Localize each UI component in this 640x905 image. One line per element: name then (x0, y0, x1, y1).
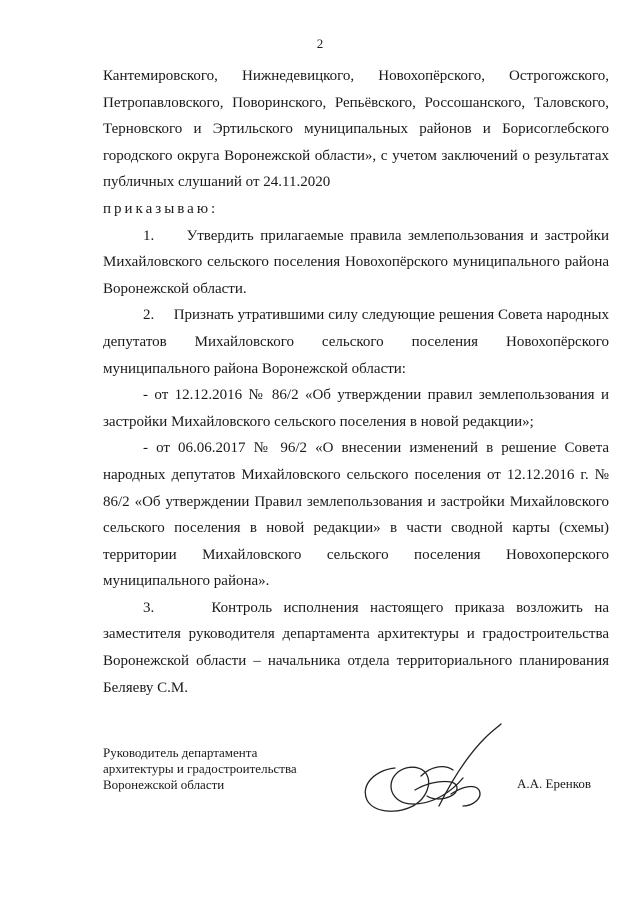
item-1-paragraph: 1. Утвердить прилагаемые правила землепользования и застройки Михайловского сельского поселения Новохопёрского муниципального района Воронежской области. (103, 227, 609, 297)
order-word: приказываю: (103, 200, 219, 217)
page-number: 2 (316, 36, 324, 51)
signer-title-line-1: Руководитель департамента (103, 745, 258, 760)
signer-title-line-3: Воронежской области (103, 777, 225, 792)
handwritten-signature (355, 720, 505, 830)
intro-paragraph: Кантемировского, Нижнедевицкого, Новохопёрского, Острогожского, Петропавловского, Поворинского, Репьёвского, Россошанского, Таловского, Терновского и Эртильского муниципальных районов и Борисоглебского городского округа Воронежской области», с учетом заключений о результатах публичных слушаний от 24.11.2020 (103, 68, 609, 191)
item-2-paragraph: 2. Признать утратившими силу следующие решения Совета народных депутатов Михайловского сельского поселения Новохопёрского муниципального района Воронежской области: (103, 307, 609, 377)
signer-title-line-2: архитектуры и градостроительства (103, 761, 297, 776)
signer-title (103, 745, 297, 793)
item-3-paragraph: 3. Контроль исполнения настоящего приказа возложить на заместителя руководителя департамента архитектуры и градостроительства Воронежской области – начальника отдела территориального планирования Беляеву С.М. (103, 599, 609, 696)
item-2-dash-1: - от 12.12.2016 № 86/2 «Об утверждении правил землепользования и застройки Михайловского сельского поселения в новой редакции»; (103, 387, 609, 430)
document-body (103, 63, 609, 701)
signer-name: А.А. Еренков (517, 776, 591, 791)
item-2-dash-2: - от 06.06.2017 № 96/2 «О внесении изменений в решение Совета народных депутатов Михайловского сельского поселения от 12.12.2016 г. № 86/2 «Об утверждении Правил землепользования и застройки Михайловского сельского поселения в новой редакции» в части сводной карты (схемы) территории Михайловского сельского поселения Новохоперского муниципального района». (103, 440, 609, 590)
